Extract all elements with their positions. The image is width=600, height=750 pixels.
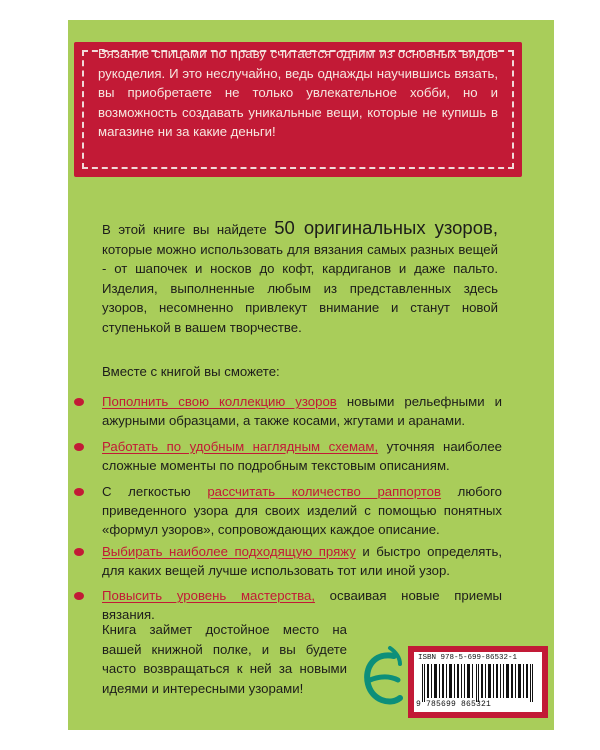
benefits-lead: Вместе с книгой вы сможете: [102, 364, 280, 379]
benefit-item [102, 437, 502, 475]
bullet-icon [74, 443, 84, 451]
intro-highlight: 50 оригинальных узоров, [274, 217, 498, 238]
benefit-item [102, 586, 502, 624]
header-box-text: Вязание спицами по праву считается одним из основных видов рукоделия. И это неслучайно, ведь однажды научившись вязать, вы приобретаете не только увлекательное хобби, но и возможность создавать уникальные вещи, которые не купишь в магазине ни за какие деньги! [98, 46, 498, 139]
benefit-item [102, 482, 502, 539]
benefit-highlight: Работать по удобным наглядным схемам, [102, 439, 379, 454]
benefit-highlight: Повысить уровень мастерства, [102, 588, 316, 603]
book-back-cover [68, 20, 554, 730]
benefit-item [102, 542, 502, 580]
benefit-prefix: С легкостью [102, 484, 208, 499]
barcode-panel [414, 652, 542, 712]
publisher-logo-icon [360, 642, 406, 712]
isbn-label: ISBN 978-5-699-86532-1 [418, 654, 518, 662]
benefit-suffix: новыми рельефными и ажурными образцами, а также косами, жгутами и аранами. [102, 394, 502, 428]
benefit-item [102, 392, 502, 430]
benefit-suffix: любого приведенного узора для своих изделий с помощью понятных «формул узоров», сопровождающих каждое описание. [102, 484, 502, 537]
intro-paragraph [102, 218, 498, 337]
closing-paragraph: Книга займет достойное место на вашей книжной полке, и вы будете часто возвращаться к ней за новыми идеями и интересными узорами! [102, 622, 347, 696]
bullet-icon [74, 488, 84, 496]
barcode-digits: 9 785699 865321 [416, 700, 492, 709]
bullet-icon [74, 592, 84, 600]
bullet-icon [74, 398, 84, 406]
benefit-suffix: и быстро определять, для каких вещей лучше использовать тот или иной узор. [102, 544, 502, 578]
bullet-icon [74, 548, 84, 556]
benefit-highlight: Выбирать наиболее подходящую пряжу [102, 544, 356, 559]
isbn-barcode-box [408, 646, 548, 718]
intro-before: В этой книге вы найдете [102, 222, 275, 237]
benefit-highlight: Пополнить свою коллекцию узоров [102, 394, 337, 409]
benefit-suffix: уточняя наиболее сложные моменты по подробным текстовым описаниям. [102, 439, 502, 473]
intro-after: которые можно использовать для вязания самых разных вещей - от шапочек и носков до кофт, кардиганов и даже пальто. Изделия, выполненные любым из представленных здесь узоров, несомненно привлекут внимание и станут новой ступенькой в вашем творчестве. [102, 241, 498, 335]
benefit-suffix: осваивая новые приемы вязания. [102, 588, 503, 622]
barcode-icon [422, 664, 534, 702]
benefit-highlight: рассчитать количество раппортов [207, 484, 442, 499]
